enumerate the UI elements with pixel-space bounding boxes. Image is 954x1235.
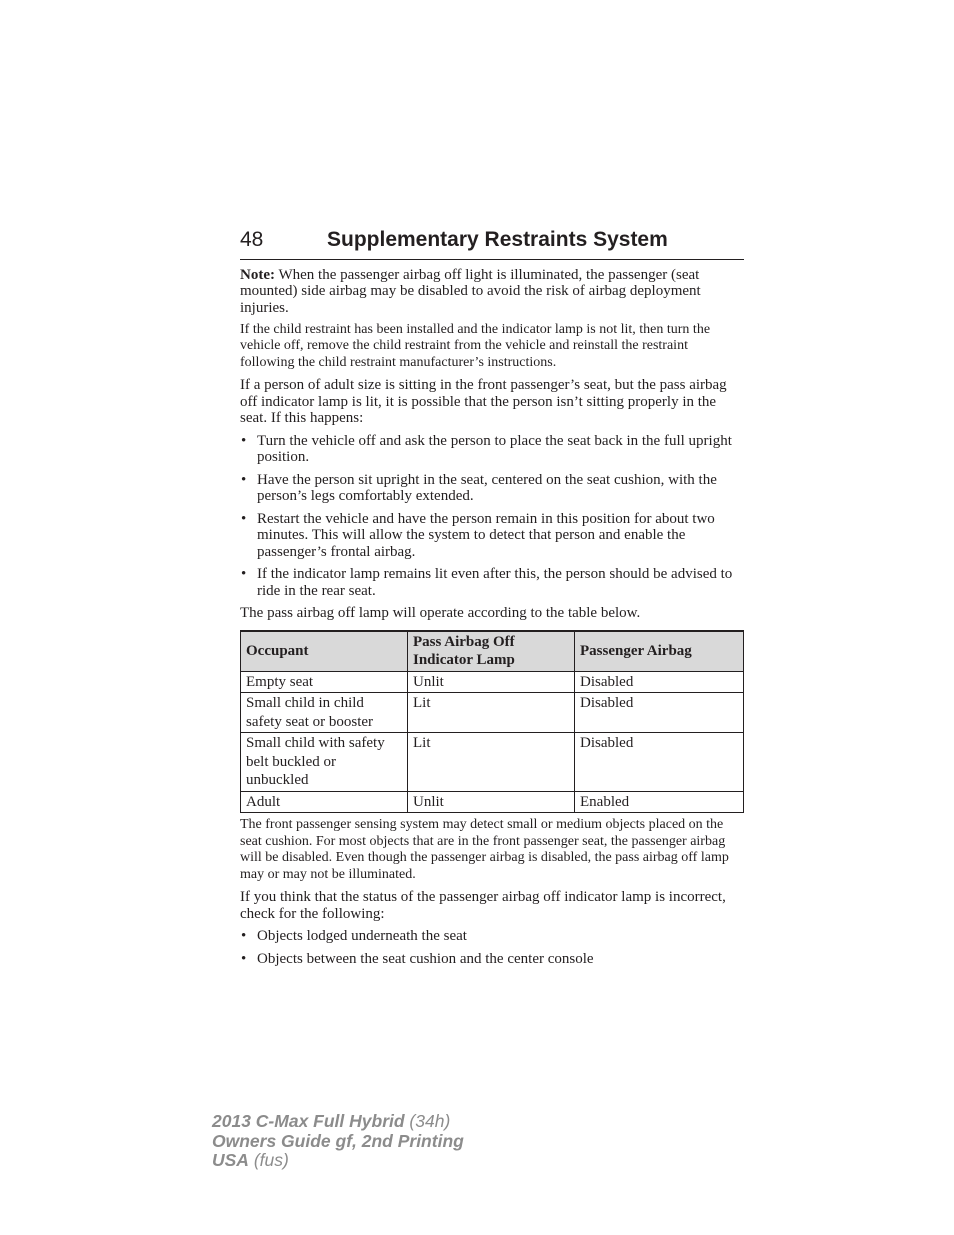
table-intro-paragraph: The pass airbag off lamp will operate according to the table below.	[240, 605, 641, 622]
bullet-icon: •	[241, 950, 247, 967]
table-cell: Enabled	[575, 791, 744, 813]
column-header-passenger-airbag: Passenger Airbag	[575, 631, 744, 672]
note-label: Note:	[240, 267, 275, 283]
footer-line-guide: Owners Guide gf, 2nd Printing	[212, 1130, 464, 1151]
table-cell: Unlit	[408, 791, 575, 813]
footer-line-model: 2013 C-Max Full Hybrid (34h)	[212, 1111, 451, 1131]
child-restraint-paragraph: If the child restraint has been installed and the indicator lamp is not lit, then turn the vehicle off, remove the child restraint from the vehicle and reinstall the restraint following the child restraint manufacturer’s instructions.	[240, 321, 711, 370]
table-cell: Unlit	[408, 671, 575, 693]
list-item: • Objects between the seat cushion and the center console	[241, 950, 594, 967]
table-cell: Small child with safety belt buckled or unbuckled	[241, 733, 408, 792]
list-item: • If the indicator lamp remains lit even after this, the person should be advised to ride in the rear seat.	[241, 566, 733, 599]
bullet-icon: •	[241, 566, 247, 583]
bullet-icon: •	[241, 471, 247, 488]
footer-line-region: USA (fus)	[212, 1150, 289, 1170]
page-number: 48	[240, 228, 264, 251]
check-bullet-list	[240, 928, 744, 967]
incorrect-status-paragraph: If you think that the status of the passenger airbag off indicator lamp is incorrect, check for the following:	[240, 889, 726, 922]
table-row	[241, 791, 744, 813]
list-item: • Have the person sit upright in the seat, centered on the seat cushion, with the person’s legs comfortably extended.	[241, 471, 717, 505]
list-item: • Turn the vehicle off and ask the person to place the seat back in the full upright position.	[241, 432, 732, 466]
table-header-row	[241, 631, 744, 672]
note-paragraph	[240, 267, 744, 316]
list-item: • Restart the vehicle and have the person remain in this position for about two minutes. This will allow the system to detect that person and enable the passenger’s frontal airbag.	[241, 510, 715, 560]
column-header-occupant: Occupant	[241, 631, 408, 672]
bullet-icon: •	[241, 510, 247, 527]
sensing-system-paragraph: The front passenger sensing system may detect small or medium objects placed on the seat cushion. For most objects that are in the front passenger seat, the passenger airbag will be disabled. Even though the passenger airbag is disabled, the pass airbag off lamp may or may not be illuminated.	[240, 817, 729, 882]
page-footer	[212, 1112, 464, 1171]
list-item: • Objects lodged underneath the seat	[241, 928, 467, 945]
table-row	[241, 693, 744, 733]
adult-paragraph: If a person of adult size is sitting in the front passenger’s seat, but the pass airbag off indicator lamp is lit, it is possible that the person isn’t sitting properly in the seat. If this happens:	[240, 377, 727, 427]
table-row	[241, 671, 744, 693]
table-cell: Empty seat	[241, 671, 408, 693]
table-cell: Lit	[408, 693, 575, 733]
airbag-status-table	[240, 630, 744, 814]
bullet-icon: •	[241, 432, 247, 449]
table-row	[241, 733, 744, 792]
table-cell: Small child in child safety seat or booster	[241, 693, 408, 733]
adult-bullet-list	[240, 433, 744, 600]
page-content	[240, 267, 744, 967]
table-cell: Disabled	[575, 671, 744, 693]
table-cell: Disabled	[575, 693, 744, 733]
column-header-indicator-lamp: Pass Airbag Off Indicator Lamp	[408, 631, 575, 672]
table-cell: Adult	[241, 791, 408, 813]
table-cell: Disabled	[575, 733, 744, 792]
bullet-icon: •	[241, 928, 247, 945]
section-title: Supplementary Restraints System	[327, 228, 668, 251]
note-text: When the passenger airbag off light is illuminated, the passenger (seat mounted) side airbag may be disabled to avoid the risk of airbag deployment injuries.	[240, 267, 701, 316]
page-header	[240, 228, 744, 260]
table-cell: Lit	[408, 733, 575, 792]
